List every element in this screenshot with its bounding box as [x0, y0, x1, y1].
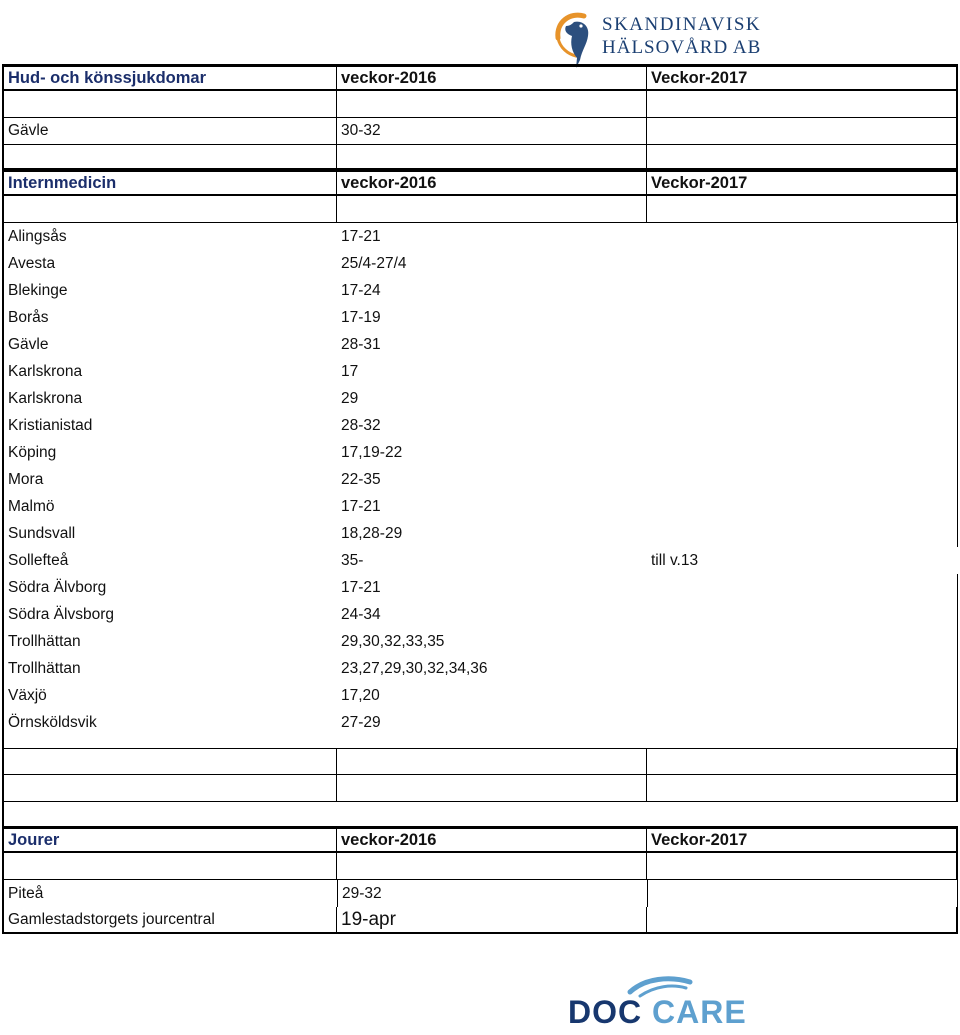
place-cell: Karlskrona [2, 358, 337, 385]
empty-cell [2, 853, 337, 880]
table-row [2, 250, 958, 277]
place-cell: Sundsvall [2, 520, 337, 547]
empty-cell [2, 736, 337, 748]
table-row [2, 277, 958, 304]
empty-cell [2, 775, 337, 802]
weeks-2017-cell [647, 466, 958, 493]
weeks-2017-cell [647, 880, 958, 907]
table-row [2, 466, 958, 493]
empty-row [2, 91, 958, 118]
weeks-2016-cell: 17,20 [341, 686, 380, 704]
weeks-2016-cell: 29-32 [337, 880, 647, 907]
weeks-2016-cell: 29 [341, 389, 359, 407]
place-cell: Sollefteå [2, 547, 337, 574]
place-cell: Köping [2, 439, 337, 466]
place-cell: Örnsköldsvik [2, 709, 337, 736]
weeks-2016-cell: 27-29 [341, 713, 381, 731]
weeks-2017-cell [647, 574, 958, 601]
empty-cell [647, 91, 958, 118]
weeks-2016-cell: 35- [341, 551, 364, 569]
weeks-2016-cell: 17-19 [341, 308, 381, 326]
weeks-2017-cell [647, 493, 958, 520]
table-row [2, 601, 958, 628]
logo-care-text: CARE [652, 994, 747, 1030]
weeks-2017-cell [647, 907, 958, 933]
brand-line-1: SKANDINAVISK [602, 14, 762, 35]
weeks-2016-cell: 23,27,29,30,32,34,36 [341, 659, 488, 677]
weeks-2017-cell [647, 250, 958, 277]
section-header-hud [2, 64, 958, 91]
empty-cell [647, 775, 958, 802]
empty-cell [337, 802, 647, 826]
empty-cell [647, 853, 958, 880]
weeks-2017-cell [647, 628, 958, 655]
place-cell: Gävle [2, 331, 337, 358]
weeks-2016-cell: 28-31 [341, 335, 381, 353]
weeks-2016-cell: 22-35 [341, 470, 381, 488]
weeks-2017-cell [647, 655, 958, 682]
weeks-2016-cell: 17,19-22 [341, 443, 403, 461]
empty-cell [337, 853, 647, 880]
table-row [2, 493, 958, 520]
empty-row [2, 145, 958, 169]
empty-cell [2, 749, 337, 775]
table-row [2, 439, 958, 466]
column-header-2016: veckor-2016 [337, 64, 647, 91]
empty-row [2, 736, 958, 748]
empty-row [2, 853, 958, 880]
place-cell: Trollhättan [2, 655, 337, 682]
place-cell: Trollhättan [2, 628, 337, 655]
weeks-2017-cell [647, 277, 958, 304]
place-cell: Växjö [2, 682, 337, 709]
empty-cell [337, 196, 647, 223]
table-row [2, 709, 958, 736]
brand-line-2: HÄLSOVÅRD AB [602, 37, 762, 58]
empty-row [2, 802, 958, 826]
column-header-2016: veckor-2016 [337, 826, 647, 853]
weeks-2016-cell: 17 [341, 362, 359, 380]
weeks-2017-cell [647, 412, 958, 439]
logo-doc-text: DOC [568, 994, 643, 1030]
section-header-jourer [2, 826, 958, 853]
weeks-2017-cell [647, 601, 958, 628]
empty-row [2, 196, 958, 223]
table-row [2, 682, 958, 709]
column-header-2017: Veckor-2017 [647, 169, 958, 196]
weeks-2017-cell [647, 331, 958, 358]
empty-cell [2, 145, 337, 169]
column-header-2017: Veckor-2017 [647, 826, 958, 853]
weeks-2016-cell: 17-24 [341, 281, 381, 299]
empty-cell [2, 91, 337, 118]
empty-cell [337, 145, 647, 169]
weeks-2016-cell: 18,28-29 [341, 524, 403, 542]
doc-care-wordmark [568, 994, 747, 1031]
column-header-2016: veckor-2016 [337, 169, 647, 196]
weeks-2017-cell [647, 358, 958, 385]
weeks-2017-cell [647, 709, 958, 736]
weeks-2017-cell [647, 223, 958, 250]
weeks-2017-cell: till v.13 [651, 551, 699, 569]
table-row [2, 628, 958, 655]
place-cell: Mora [2, 466, 337, 493]
empty-cell [647, 736, 958, 748]
weeks-2016-cell: 25/4-27/4 [341, 254, 407, 272]
table-row [2, 118, 958, 145]
table-row [2, 520, 958, 547]
table-row [2, 358, 958, 385]
table-row [2, 304, 958, 331]
section-title: Internmedicin [2, 169, 337, 196]
place-cell: Blekinge [2, 277, 337, 304]
place-cell: Gävle [2, 118, 337, 145]
weeks-2016-cell: 29,30,32,33,35 [341, 632, 445, 650]
place-cell: Borås [2, 304, 337, 331]
empty-row [2, 748, 958, 775]
weeks-2016-cell: 28-32 [341, 416, 381, 434]
weeks-2017-cell [647, 682, 958, 709]
weeks-2017-cell [647, 439, 958, 466]
empty-cell [647, 196, 958, 223]
weeks-2016-cell: 17-21 [341, 578, 381, 596]
place-cell: Kristianistad [2, 412, 337, 439]
table-row [2, 655, 958, 682]
place-cell: Gamlestadstorgets jourcentral [2, 907, 337, 933]
weeks-2016-cell: 17-21 [341, 227, 381, 245]
empty-cell [337, 91, 647, 118]
place-cell: Malmö [2, 493, 337, 520]
weeks-2017-cell [647, 385, 958, 412]
empty-cell [337, 775, 647, 802]
place-cell: Alingsås [2, 223, 337, 250]
column-header-2017: Veckor-2017 [647, 64, 958, 91]
section-title: Jourer [2, 826, 337, 853]
empty-cell [337, 736, 647, 748]
place-cell: Piteå [2, 880, 337, 907]
empty-cell [647, 802, 958, 826]
section-header-internmedicin [2, 169, 958, 196]
skandinavisk-halsovard-logo [552, 8, 792, 68]
table-row [2, 223, 958, 250]
table-row [2, 547, 958, 574]
empty-cell [2, 196, 337, 223]
weeks-2016-cell: 24-34 [341, 605, 381, 623]
table-row [2, 331, 958, 358]
weeks-2017-cell [647, 118, 958, 145]
empty-cell [2, 802, 337, 826]
weeks-2017-cell [647, 304, 958, 331]
table-row [2, 385, 958, 412]
bird-logo-icon [552, 8, 600, 70]
weeks-2017-cell [647, 520, 958, 547]
place-cell: Södra Älvborg [2, 574, 337, 601]
empty-row [2, 775, 958, 802]
schedule-sheet [2, 64, 958, 934]
empty-cell [337, 749, 647, 775]
table-row [2, 907, 958, 934]
weeks-2016-cell: 19-apr [337, 907, 647, 933]
weeks-2016-cell: 17-21 [341, 497, 381, 515]
section-title: Hud- och könssjukdomar [2, 64, 337, 91]
weeks-2016-cell: 30-32 [337, 118, 647, 145]
place-cell: Avesta [2, 250, 337, 277]
place-cell: Karlskrona [2, 385, 337, 412]
table-row [2, 574, 958, 601]
table-row [2, 412, 958, 439]
place-cell: Södra Älvsborg [2, 601, 337, 628]
table-row [2, 880, 958, 907]
empty-cell [647, 145, 958, 169]
empty-cell [647, 749, 958, 775]
doc-care-logo [560, 970, 750, 1032]
